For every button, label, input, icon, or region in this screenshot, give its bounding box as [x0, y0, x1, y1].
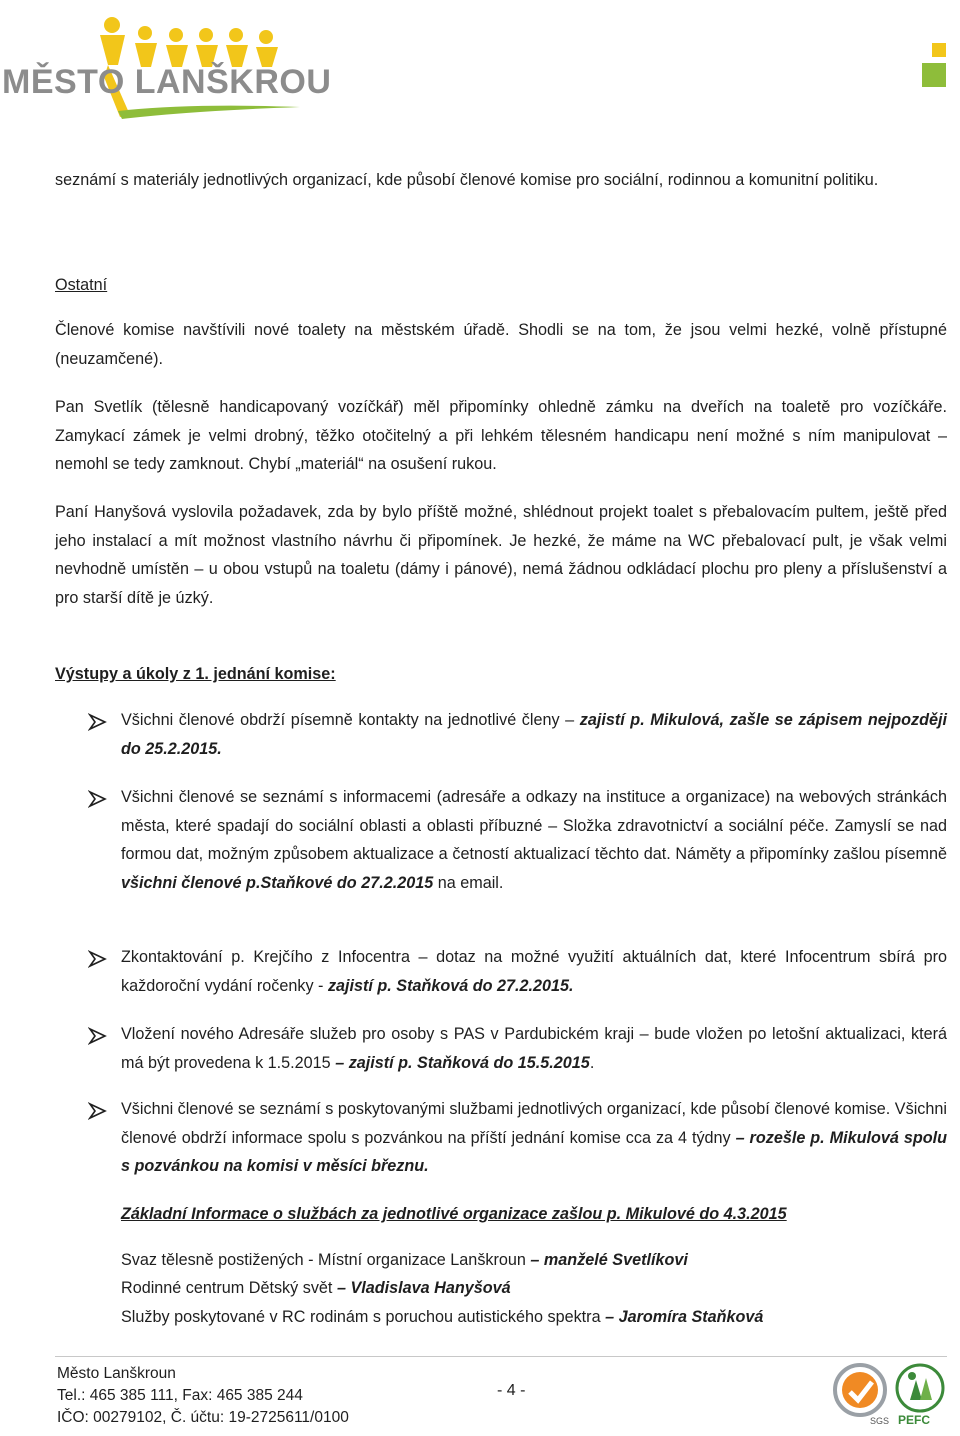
- footer-ico: IČO: 00279102, Č. účtu: 19-2725611/0100: [57, 1409, 349, 1426]
- sgs-certification-logo: [832, 1362, 892, 1426]
- ostatni-paragraph-3: Paní Hanyšová vyslovila požadavek, zda by bylo příště možné, shlédnout projekt toalet s přebalovacím pultem, ještě před jeho instalací a mít možnost vlastního návrhu či připomínek. Je hezké, že máme na WC přebalovací pult, je však velmi nevhodně umístěn – u obou vstupů na toaletu (dámy i pánové), nemá žádnou odkládací plochu pro pleny a příslušenství a pro starší dítě je úzký.: [55, 503, 947, 607]
- footer-divider: [55, 1356, 947, 1357]
- arrow-bullet-icon: [88, 1101, 108, 1121]
- arrow-bullet-icon: [88, 1026, 108, 1046]
- pefc-label: PEFC: [898, 1413, 931, 1426]
- section-heading-zakladni: Základní Informace o službách za jednotlivé organizace zašlou p. Mikulové do 4.3.2015: [121, 1205, 787, 1223]
- pefc-certification-logo: [892, 1362, 952, 1426]
- sgs-label: SGS: [870, 1416, 890, 1426]
- organization-line: Svaz tělesně postižených - Místní organizace Lanškroun – manželé Svetlíkovi: [121, 1251, 688, 1269]
- logo-crowd-icon: [0, 5, 330, 125]
- intro-paragraph: seznámí s materiály jednotlivých organizací, kde působí členové komise pro sociální, rodinnou a komunitní politiku.: [55, 171, 879, 189]
- footer-address: [57, 1363, 349, 1429]
- logo-text: MĚSTO LANŠKROUN: [2, 63, 330, 101]
- list-item: Všichni členové se seznámí s poskytovanými službami jednotlivých organizací, kde působí členové komise. Všichni členové obdrží informace spolu s pozvánkou na příští jednání komise cca za 4 týdny – rozešle p. Mikulová spolu s pozvánkou na komisi v měsíci březnu.: [121, 1100, 947, 1176]
- footer-phone: Tel.: 465 385 111, Fax: 465 385 244: [57, 1387, 303, 1404]
- arrow-bullet-icon: [88, 949, 108, 969]
- arrow-bullet-icon: [88, 789, 108, 809]
- page-number: - 4 -: [497, 1382, 526, 1399]
- organization-line: Služby poskytované v RC rodinám s poruchou autistického spektra – Jaromíra Staňková: [121, 1307, 764, 1326]
- organization-line: Rodinné centrum Dětský svět – Vladislava Hanyšová: [121, 1279, 511, 1298]
- city-logo: [0, 5, 330, 125]
- list-item: Všichni členové obdrží písemně kontakty na jednotlivé členy – zajistí p. Mikulová, zašle se zápisem nejpozději do 25.2.2015.: [121, 711, 947, 758]
- brand-square-green: [922, 63, 946, 87]
- brand-square-yellow: [932, 43, 946, 57]
- list-item: Vložení nového Adresáře služeb pro osoby s PAS v Pardubickém kraji – bude vložen po letošní aktualizaci, která má být provedena k 1.5.2015 – zajistí p. Staňková do 15.5.2015.: [121, 1025, 947, 1072]
- footer-city: Město Lanškroun: [57, 1365, 176, 1382]
- list-item: Zkontaktování p. Krejčího z Infocentra – dotaz na možné využití aktuálních dat, které Infocentrum sbírá pro každoroční vydání ročenky - zajistí p. Staňková do 27.2.2015.: [121, 948, 947, 995]
- list-item: Všichni členové se seznámí s informacemi (adresáře a odkazy na instituce a organizace) na webových stránkách města, které spadají do sociální oblasti a oblasti příbuzné – Složka zdravotnictví a sociální péče. Zamyslí se nad formou dat, možným způsobem aktualizace a četností aktualizací těchto dat. Náměty a připomínky zašlou písemně všichni členové p.Staňkové do 27.2.2015 na email.: [121, 788, 947, 892]
- ostatni-paragraph-2: Pan Svetlík (tělesně handicapovaný vozíčkář) měl připomínky ohledně zámku na dveřích na toaletě pro vozíčkáře. Zamykací zámek je velmi drobný, těžko otočitelný a při lehkém tělesném handicapu není možné s ním manipulovat – nemohl se tedy zamknout. Chybí „materiál“ na osušení rukou.: [55, 398, 947, 474]
- section-heading-ostatni: Ostatní: [55, 276, 108, 294]
- organization-list: [121, 1246, 947, 1331]
- section-heading-vystupy: Výstupy a úkoly z 1. jednání komise:: [55, 665, 336, 683]
- ostatni-paragraph-1: Členové komise navštívili nové toalety na městském úřadě. Shodli se na tom, že jsou velmi hezké, volně přístupné (neuzamčené).: [55, 321, 947, 368]
- arrow-bullet-icon: [88, 712, 108, 732]
